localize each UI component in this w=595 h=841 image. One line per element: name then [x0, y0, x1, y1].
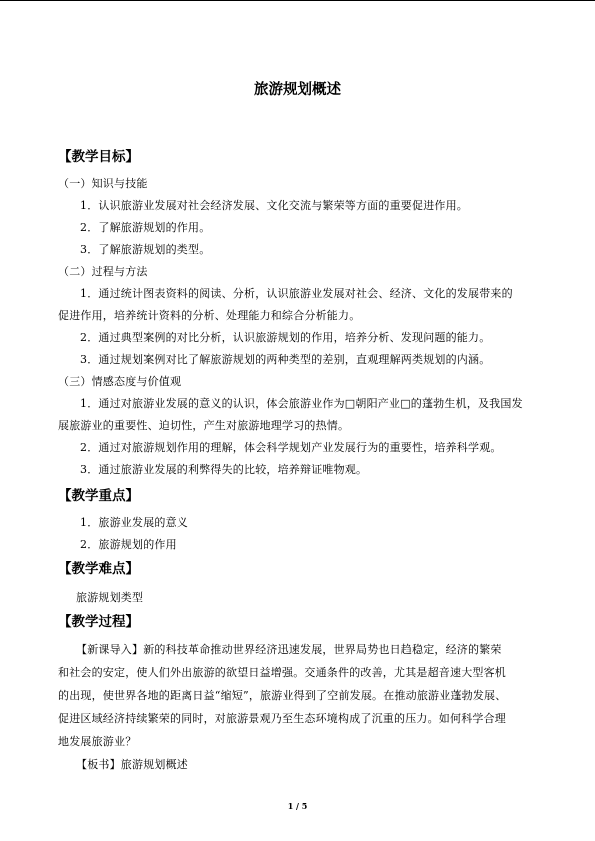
- process-paragraph-line: 和社会的安定，使人们外出旅游的欲望日益增强。交通条件的改善，尤其是超音速大型客机: [58, 666, 506, 679]
- goal-item-continuation: 展旅游业的重要性、迫切性，产生对旅游地理学习的热情。: [58, 419, 350, 432]
- goal-item: 2．通过典型案例的对比分析，认识旅游规划的作用，培养分析、发现问题的能力。: [80, 331, 491, 344]
- goal-item: 1．通过对旅游业发展的意义的认识，体会旅游业作为□朝阳产业□的蓬勃生机，及我国发: [80, 397, 523, 410]
- goal-subsection-knowledge: （一）知识与技能: [58, 177, 148, 190]
- page-number: 1 / 5: [287, 801, 308, 811]
- goal-item: 3．通过规划案例对比了解旅游规划的两种类型的差别，直观理解两类规划的内涵。: [80, 353, 491, 366]
- top-border-line: [0, 0, 595, 1]
- process-paragraph-line: 地发展旅游业？: [58, 735, 137, 748]
- goal-item: 1．通过统计图表资料的阅读、分析，认识旅游业发展对社会、经济、文化的发展带来的: [80, 287, 513, 300]
- heading-teaching-goals: 【教学目标】: [58, 149, 139, 165]
- heading-difficulties: 【教学难点】: [58, 561, 139, 577]
- goal-item: 1．认识旅游业发展对社会经济发展、文化交流与繁荣等方面的重要促进作用。: [80, 199, 468, 212]
- goal-item: 2．了解旅游规划的作用。: [80, 221, 211, 234]
- goal-subsection-process: （二）过程与方法: [58, 265, 148, 278]
- goal-item: 2．通过对旅游规划作用的理解，体会科学规划产业发展行为的重要性，培养科学观。: [80, 441, 502, 454]
- process-paragraph-line: 的出现，使世界各地的距离日益“缩短”，旅游业得到了空前发展。在推动旅游业蓬勃发展、: [58, 689, 507, 702]
- process-paragraph-line: 促进区域经济持续繁荣的同时，对旅游景观乃至生态环境构成了沉重的压力。如何科学合理: [58, 712, 506, 725]
- goal-item-continuation: 促进作用，培养统计资料的分析、处理能力和综合分析能力。: [58, 309, 361, 322]
- goal-item: 3．了解旅游规划的类型。: [80, 243, 211, 256]
- difficulty-text: 旅游规划类型: [76, 591, 144, 604]
- key-point-item: 2．旅游规划的作用: [80, 538, 177, 551]
- process-paragraph-line: 【新课导入】新的科技革命推动世界经济迅速发展，世界局势也日趋稳定，经济的繁荣: [76, 643, 502, 656]
- heading-key-points: 【教学重点】: [58, 488, 139, 504]
- goal-subsection-attitude: （三）情感态度与价值观: [58, 375, 182, 388]
- heading-teaching-process: 【教学过程】: [58, 614, 139, 630]
- key-point-item: 1．旅游业发展的意义: [80, 516, 188, 529]
- page-title: 旅游规划概述: [254, 82, 341, 98]
- goal-item: 3．通过旅游业发展的利弊得失的比较，培养辩证唯物观。: [80, 463, 368, 476]
- board-text: 【板书】旅游规划概述: [76, 758, 188, 771]
